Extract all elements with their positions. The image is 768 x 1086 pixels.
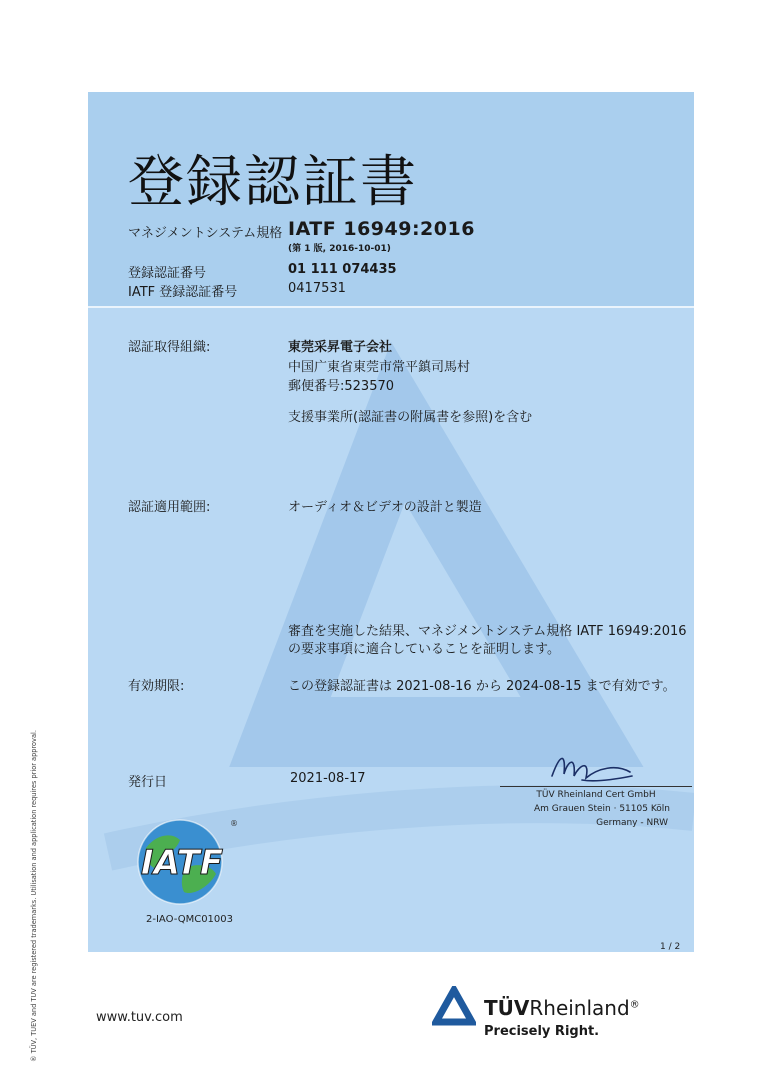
- holder-label: 認証取得組織:: [128, 340, 211, 355]
- tuv-brand-regular: Rheinland: [529, 996, 630, 1020]
- iatf-no-label: IATF 登録認証番号: [128, 285, 238, 300]
- iatf-logo-text: IATF: [140, 843, 224, 883]
- signature-line: [500, 786, 692, 787]
- tuv-brand-bold: TÜV: [484, 996, 530, 1020]
- validity-label: 有効期限:: [128, 679, 185, 694]
- reg-no-value: 01 111 074435: [288, 262, 397, 277]
- statement-line-1: 審査を実施した結果、マネジメントシステム規格 IATF 16949:2016: [288, 624, 687, 639]
- ms-standard-value: IATF 16949:2016: [288, 218, 475, 240]
- holder-sites: 支援事業所(認証書の附属書を参照)を含む: [288, 410, 533, 425]
- iatf-no-value: 0417531: [288, 281, 346, 296]
- iatf-globe-logo: [126, 812, 238, 908]
- holder-name: 東莞采昇電子会社: [288, 340, 393, 355]
- edition-note: (第 1 版, 2016-10-01): [288, 244, 391, 254]
- issue-label: 発行日: [128, 775, 168, 790]
- tuv-tagline: Precisely Right.: [484, 1024, 600, 1039]
- holder-postal: 郵便番号:523570: [288, 379, 395, 394]
- scope-value: オーディオ＆ビデオの設計と製造: [288, 500, 482, 515]
- issuer-country: Germany - NRW: [596, 818, 668, 828]
- svg-text:®: ®: [230, 819, 238, 828]
- validity-value: この登録認証書は 2021-08-16 から 2024-08-15 まで有効です。: [288, 679, 676, 694]
- ms-standard-label: マネジメントシステム規格: [128, 226, 283, 241]
- issuer-name: TÜV Rheinland Cert GmbH: [536, 790, 656, 800]
- page-title: 登録認証書: [128, 150, 418, 215]
- issue-date: 2021-08-17: [290, 771, 366, 786]
- reg-no-label: 登録認証番号: [128, 266, 207, 281]
- tuv-brand-reg: ®: [629, 999, 640, 1011]
- iatf-code: 2-IAO-QMC01003: [146, 914, 234, 925]
- tuv-brand: [484, 996, 640, 1020]
- tuv-triangle-logo-icon: [432, 986, 476, 1026]
- trademark-note: ® TÜV, TUEV and TUV are registered trademarks. Utilisation and application requires prior approval.: [30, 730, 38, 1062]
- page-number: 1 / 2: [660, 942, 681, 952]
- issuer-street: Am Grauen Stein · 51105 Köln: [533, 804, 670, 814]
- website-link[interactable]: www.tuv.com: [96, 1010, 183, 1025]
- holder-address: 中国广東省東莞市常平鎮司馬村: [288, 360, 471, 375]
- signature: [546, 746, 638, 788]
- statement-line-2: の要求事項に適合していることを証明します。: [288, 642, 560, 657]
- scope-label: 認証適用範囲:: [128, 500, 211, 515]
